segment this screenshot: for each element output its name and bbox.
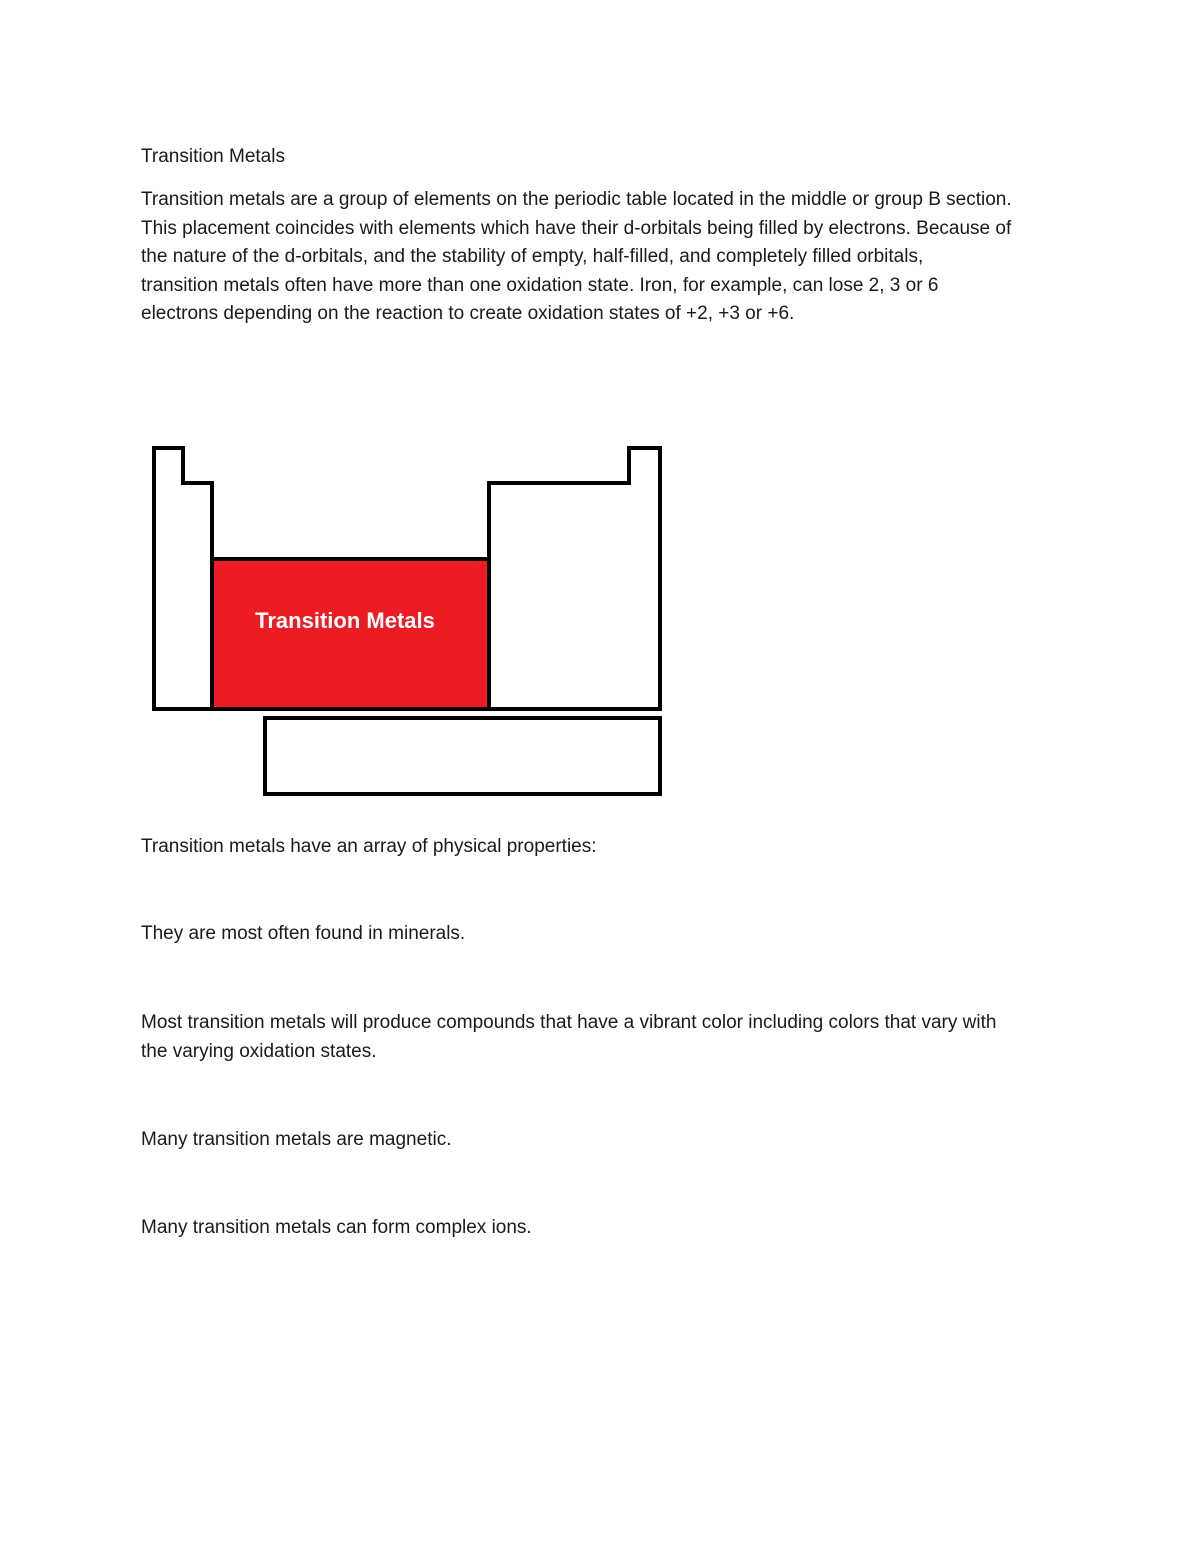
transition-metals-label: Transition Metals [255, 608, 435, 633]
intro-line: Transition metals are a group of elements on the periodic table located in the middle or group B section. [141, 189, 1012, 210]
properties-lead [141, 833, 1071, 862]
property-line: Many transition metals can form complex ions. [141, 1217, 532, 1238]
intro-paragraph [141, 186, 1071, 329]
intro-line: This placement coincides with elements which have their d-orbitals being filled by electrons. Because of [141, 217, 1012, 239]
property-line: the varying oxidation states. [141, 1040, 377, 1062]
intro-line: electrons depending on the reaction to create oxidation states of +2, +3 or +6. [141, 303, 795, 325]
property-paragraph [141, 1126, 1071, 1155]
f-block-outline [265, 718, 660, 794]
property-paragraph [141, 1214, 1071, 1243]
intro-line: the nature of the d-orbitals, and the stability of empty, half-filled, and completely filled orbitals, [141, 246, 924, 268]
property-line: Many transition metals are magnetic. [141, 1129, 452, 1150]
intro-line: transition metals often have more than one oxidation state. Iron, for example, can lose 2, 3 or 6 [141, 274, 939, 296]
transition-metals-block [212, 559, 489, 709]
property-paragraph [141, 920, 1071, 949]
property-line: Most transition metals will produce compounds that have a vibrant color including colors that vary with [141, 1012, 997, 1033]
property-paragraph [141, 1009, 1071, 1066]
periodic-table-diagram [148, 440, 668, 802]
property-line: They are most often found in minerals. [141, 923, 466, 944]
document-title: Transition Metals [141, 146, 285, 167]
properties-lead-text: Transition metals have an array of physical properties: [141, 836, 597, 857]
